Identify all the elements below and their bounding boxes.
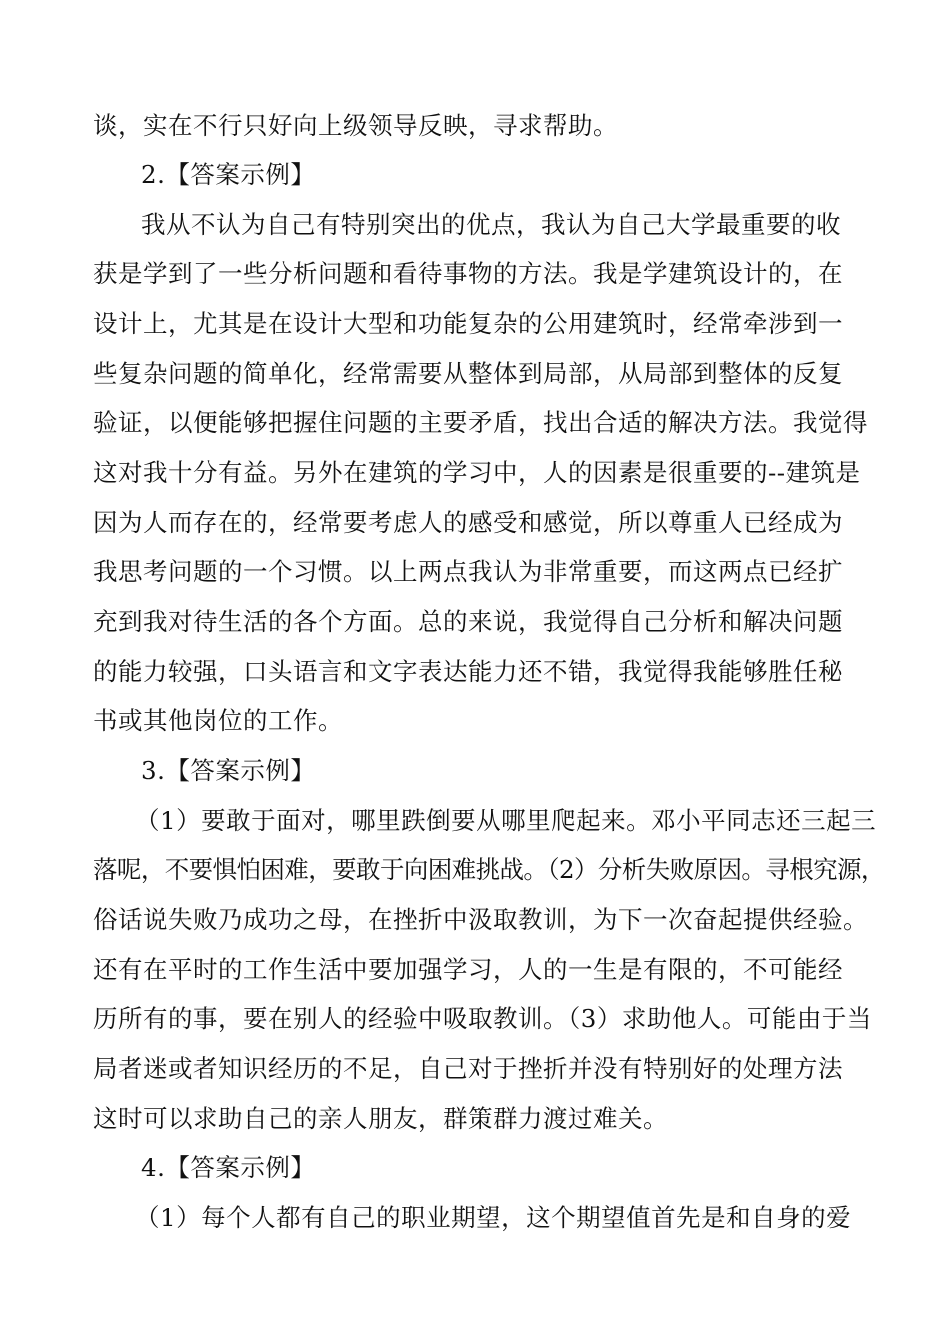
paragraph-line: 我从不认为自己有特别突出的优点，我认为自己大学最重要的收 xyxy=(141,210,841,239)
paragraph-line: 谈，实在不行只好向上级领导反映，寻求帮助。 xyxy=(93,111,618,140)
paragraph-line: 充到我对待生活的各个方面。总的来说，我觉得自己分析和解决问题 xyxy=(93,607,843,636)
paragraph-line: 些复杂问题的简单化，经常需要从整体到局部，从局部到整体的反复 xyxy=(93,359,843,388)
paragraph-line: 落呢，不要惧怕困难，要敢于向困难挑战。（2）分析失败原因。寻根究源， xyxy=(93,855,885,884)
paragraph-line: （1）每个人都有自己的职业期望，这个期望值首先是和自身的爱 xyxy=(135,1203,852,1232)
paragraph-line: 因为人而存在的，经常要考虑人的感受和感觉，所以尊重人已经成为 xyxy=(93,508,843,537)
paragraph-line: 设计上，尤其是在设计大型和功能复杂的公用建筑时，经常牵涉到一 xyxy=(93,309,843,338)
paragraph-line: 历所有的事，要在别人的经验中吸取教训。（3）求助他人。可能由于当 xyxy=(93,1004,872,1033)
paragraph-line: 书或其他岗位的工作。 xyxy=(93,706,343,735)
paragraph-line: 获是学到了一些分析问题和看待事物的方法。我是学建筑设计的，在 xyxy=(93,259,843,288)
paragraph-line: 我思考问题的一个习惯。以上两点我认为非常重要，而这两点已经扩 xyxy=(93,557,843,586)
answer-heading-2: 2.【答案示例】 xyxy=(141,160,316,189)
paragraph-line: 这时可以求助自己的亲人朋友，群策群力渡过难关。 xyxy=(93,1104,668,1133)
paragraph-line: 的能力较强，口头语言和文字表达能力还不错，我觉得我能够胜任秘 xyxy=(93,657,843,686)
answer-heading-3: 3.【答案示例】 xyxy=(141,756,316,785)
paragraph-line: 验证，以便能够把握住问题的主要矛盾，找出合适的解决方法。我觉得 xyxy=(93,408,868,437)
paragraph-line: （1）要敢于面对，哪里跌倒要从哪里爬起来。邓小平同志还三起三 xyxy=(135,806,877,835)
paragraph-line: 俗话说失败乃成功之母，在挫折中汲取教训，为下一次奋起提供经验。 xyxy=(93,905,868,934)
answer-heading-4: 4.【答案示例】 xyxy=(141,1153,316,1182)
paragraph-line: 这对我十分有益。另外在建筑的学习中，人的因素是很重要的--建筑是 xyxy=(93,458,861,487)
paragraph-line: 还有在平时的工作生活中要加强学习，人的一生是有限的，不可能经 xyxy=(93,955,843,984)
paragraph-line: 局者迷或者知识经历的不足，自己对于挫折并没有特别好的处理方法 xyxy=(93,1054,843,1083)
